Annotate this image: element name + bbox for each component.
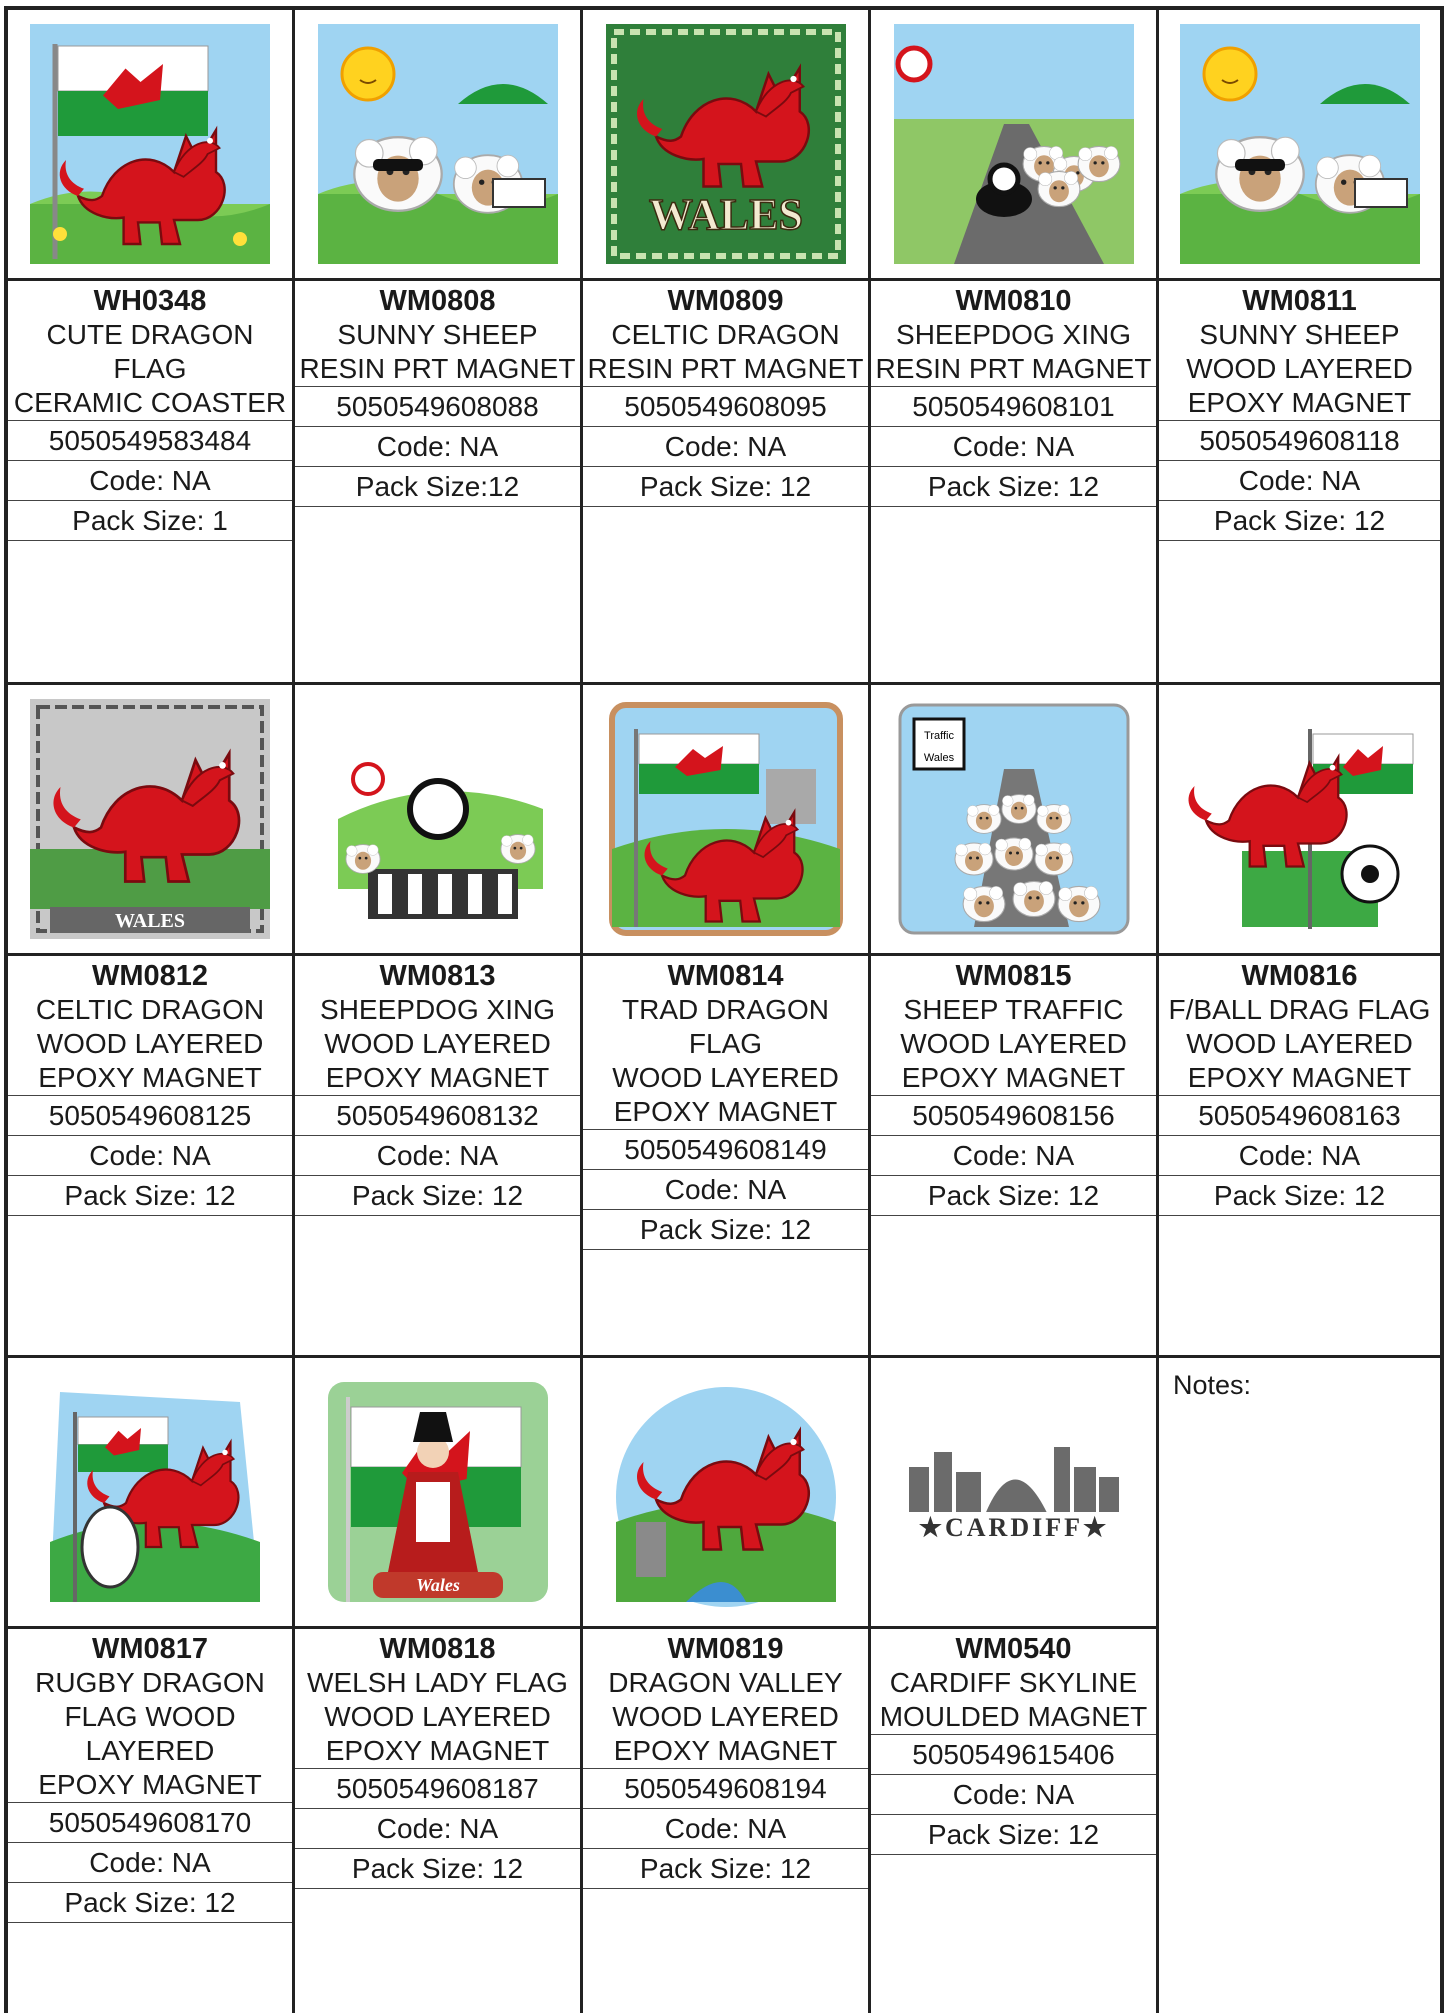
product-code: WM0814 bbox=[667, 960, 784, 992]
product-description-line: EPOXY MAGNET bbox=[325, 1735, 550, 1766]
rugby-dragon-icon bbox=[8, 1358, 292, 1626]
product-description-line: SUNNY SHEEP bbox=[337, 319, 538, 350]
product-card bbox=[871, 685, 1156, 1355]
product-description-line: WOOD LAYERED bbox=[612, 1701, 839, 1732]
barcode-number: 5050549608170 bbox=[8, 1802, 292, 1842]
product-description-line: EPOXY MAGNET bbox=[613, 1096, 838, 1127]
code-line: Code: NA bbox=[583, 426, 868, 466]
product-info bbox=[583, 278, 868, 507]
product-code: WM0815 bbox=[955, 960, 1072, 992]
product-code: WH0348 bbox=[93, 285, 207, 317]
pack-size: Pack Size: 12 bbox=[1159, 1175, 1440, 1216]
product-description-line: SHEEPDOG XING bbox=[320, 994, 555, 1025]
notes-cell bbox=[1159, 1358, 1440, 2013]
product-description-line: EPOXY MAGNET bbox=[613, 1735, 838, 1766]
barcode-number: 5050549608125 bbox=[8, 1095, 292, 1135]
svg-text:Traffic: Traffic bbox=[923, 730, 954, 742]
pack-size: Pack Size: 12 bbox=[871, 1814, 1156, 1855]
dragon-valley-icon bbox=[583, 1358, 868, 1626]
product-description-line: CELTIC DRAGON bbox=[611, 319, 840, 350]
svg-text:Wales: Wales bbox=[415, 1575, 460, 1595]
welsh-lady-icon bbox=[295, 1358, 580, 1626]
code-line: Code: NA bbox=[8, 1842, 292, 1882]
product-code: WM0819 bbox=[667, 1633, 784, 1665]
pack-size: Pack Size: 12 bbox=[8, 1175, 292, 1216]
product-info bbox=[583, 1626, 868, 1889]
svg-text:WALES: WALES bbox=[648, 190, 803, 239]
sheepdog-road-icon bbox=[871, 10, 1156, 278]
product-description-line: EPOXY MAGNET bbox=[38, 1062, 262, 1093]
product-code: WM0540 bbox=[955, 1633, 1072, 1665]
code-line: Code: NA bbox=[8, 1135, 292, 1175]
product-description-line: EPOXY MAGNET bbox=[1187, 387, 1412, 418]
product-description-line: FLAG WOOD LAYERED bbox=[64, 1701, 236, 1766]
product-card bbox=[583, 685, 868, 1355]
dragon-flag-coaster-icon bbox=[8, 10, 292, 278]
product-description-line: MOULDED MAGNET bbox=[879, 1701, 1148, 1732]
product-description-line: WOOD LAYERED bbox=[324, 1028, 551, 1059]
code-line: Code: NA bbox=[871, 426, 1156, 466]
barcode-number: 5050549608101 bbox=[871, 386, 1156, 426]
product-description-line: TRAD DRAGON FLAG bbox=[622, 994, 829, 1059]
cardiff-skyline-icon bbox=[871, 1358, 1156, 1626]
product-description-line: WOOD LAYERED bbox=[612, 1062, 839, 1093]
product-description-line: RESIN PRT MAGNET bbox=[299, 353, 576, 384]
product-description-line: CELTIC DRAGON bbox=[35, 994, 265, 1025]
product-info bbox=[295, 953, 580, 1216]
product-description-line: EPOXY MAGNET bbox=[325, 1062, 550, 1093]
product-description-line: SHEEP TRAFFIC bbox=[903, 994, 1124, 1025]
product-description-line: WOOD LAYERED bbox=[1186, 1028, 1413, 1059]
pack-size: Pack Size: 12 bbox=[871, 466, 1156, 507]
code-line: Code: NA bbox=[295, 426, 580, 466]
football-dragon-icon bbox=[1159, 685, 1440, 953]
product-card bbox=[295, 1358, 580, 2013]
product-description-line: WELSH LADY FLAG bbox=[307, 1667, 568, 1698]
dragon-flag-castle-icon bbox=[583, 685, 868, 953]
product-code: WM0817 bbox=[91, 1633, 209, 1665]
product-description-line: CUTE DRAGON FLAG bbox=[46, 319, 254, 384]
sunny-sheep-icon bbox=[295, 10, 580, 278]
barcode-number: 5050549608163 bbox=[1159, 1095, 1440, 1135]
product-info bbox=[871, 1626, 1156, 1855]
product-code: WM0808 bbox=[379, 285, 496, 317]
product-info bbox=[1159, 278, 1440, 541]
code-line: Code: NA bbox=[583, 1808, 868, 1848]
product-info bbox=[295, 278, 580, 507]
pack-size: Pack Size: 12 bbox=[583, 466, 868, 507]
product-card bbox=[583, 10, 868, 682]
product-description-line: SUNNY SHEEP bbox=[1199, 319, 1400, 350]
pack-size: Pack Size: 12 bbox=[871, 1175, 1156, 1216]
product-info bbox=[8, 1626, 292, 1923]
barcode-number: 5050549608194 bbox=[583, 1768, 868, 1808]
product-sheet bbox=[4, 6, 1444, 2013]
product-info bbox=[295, 1626, 580, 1889]
product-description-line: RUGBY DRAGON bbox=[35, 1667, 265, 1698]
product-info bbox=[583, 953, 868, 1250]
code-line: Code: NA bbox=[8, 460, 292, 500]
barcode-number: 5050549583484 bbox=[8, 420, 292, 460]
sheepdog-crossing-icon bbox=[295, 685, 580, 953]
product-description-line: F/BALL DRAG FLAG bbox=[1168, 994, 1431, 1025]
product-description-line: EPOXY MAGNET bbox=[38, 1769, 262, 1800]
pack-size: Pack Size:12 bbox=[295, 466, 580, 507]
pack-size: Pack Size: 12 bbox=[295, 1848, 580, 1889]
product-description-line: DRAGON VALLEY bbox=[608, 1667, 843, 1698]
product-description-line: SHEEPDOG XING bbox=[896, 319, 1131, 350]
product-code: WM0818 bbox=[379, 1633, 496, 1665]
product-code: WM0810 bbox=[955, 285, 1072, 317]
pack-size: Pack Size: 12 bbox=[583, 1848, 868, 1889]
product-description-line: RESIN PRT MAGNET bbox=[875, 353, 1152, 384]
product-card bbox=[8, 1358, 292, 2013]
code-line: Code: NA bbox=[295, 1135, 580, 1175]
product-card bbox=[871, 10, 1156, 682]
product-card bbox=[295, 10, 580, 682]
svg-text:WALES: WALES bbox=[114, 910, 186, 932]
product-card bbox=[871, 1358, 1156, 2013]
barcode-number: 5050549615406 bbox=[871, 1734, 1156, 1774]
code-line: Code: NA bbox=[1159, 460, 1440, 500]
pack-size: Pack Size: 12 bbox=[8, 1882, 292, 1923]
product-card bbox=[583, 1358, 868, 2013]
product-code: WM0816 bbox=[1241, 960, 1358, 992]
product-card bbox=[1159, 10, 1440, 682]
product-card bbox=[1159, 685, 1440, 1355]
barcode-number: 5050549608149 bbox=[583, 1129, 868, 1169]
product-description-line: WOOD LAYERED bbox=[900, 1028, 1127, 1059]
svg-text:Wales: Wales bbox=[923, 752, 954, 764]
product-description-line: RESIN PRT MAGNET bbox=[587, 353, 864, 384]
product-info bbox=[871, 278, 1156, 507]
product-info bbox=[1159, 953, 1440, 1216]
sunny-sheep-icon bbox=[1159, 10, 1440, 278]
sheep-traffic-icon bbox=[871, 685, 1156, 953]
pack-size: Pack Size: 1 bbox=[8, 500, 292, 541]
product-code: WM0811 bbox=[1242, 285, 1357, 317]
pack-size: Pack Size: 12 bbox=[1159, 500, 1440, 541]
barcode-number: 5050549608156 bbox=[871, 1095, 1156, 1135]
pack-size: Pack Size: 12 bbox=[295, 1175, 580, 1216]
product-description-line: WOOD LAYERED bbox=[36, 1028, 264, 1059]
product-description-line: WOOD LAYERED bbox=[1186, 353, 1413, 384]
barcode-number: 5050549608132 bbox=[295, 1095, 580, 1135]
product-description-line: EPOXY MAGNET bbox=[901, 1062, 1126, 1093]
product-description-line: CERAMIC COASTER bbox=[13, 387, 287, 418]
product-description-line: CARDIFF SKYLINE bbox=[889, 1667, 1138, 1698]
notes-label: Notes: bbox=[1173, 1370, 1252, 1400]
product-code: WM0812 bbox=[91, 960, 209, 992]
barcode-number: 5050549608088 bbox=[295, 386, 580, 426]
product-card bbox=[8, 10, 292, 682]
code-line: Code: NA bbox=[871, 1774, 1156, 1814]
product-info bbox=[871, 953, 1156, 1216]
barcode-number: 5050549608118 bbox=[1159, 420, 1440, 460]
code-line: Code: NA bbox=[295, 1808, 580, 1848]
product-card bbox=[295, 685, 580, 1355]
code-line: Code: NA bbox=[871, 1135, 1156, 1175]
barcode-number: 5050549608187 bbox=[295, 1768, 580, 1808]
product-info bbox=[8, 278, 292, 541]
code-line: Code: NA bbox=[583, 1169, 868, 1209]
product-code: WM0809 bbox=[667, 285, 784, 317]
product-card bbox=[8, 685, 292, 1355]
product-info bbox=[8, 953, 292, 1216]
product-description-line: EPOXY MAGNET bbox=[1187, 1062, 1412, 1093]
product-description-line: WOOD LAYERED bbox=[324, 1701, 551, 1732]
product-code: WM0813 bbox=[379, 960, 496, 992]
barcode-number: 5050549608095 bbox=[583, 386, 868, 426]
celtic-dragon-wales-icon bbox=[583, 10, 868, 278]
celtic-dragon-plaque-icon bbox=[8, 685, 292, 953]
code-line: Code: NA bbox=[1159, 1135, 1440, 1175]
svg-text:★CARDIFF★: ★CARDIFF★ bbox=[918, 1513, 1109, 1542]
pack-size: Pack Size: 12 bbox=[583, 1209, 868, 1250]
